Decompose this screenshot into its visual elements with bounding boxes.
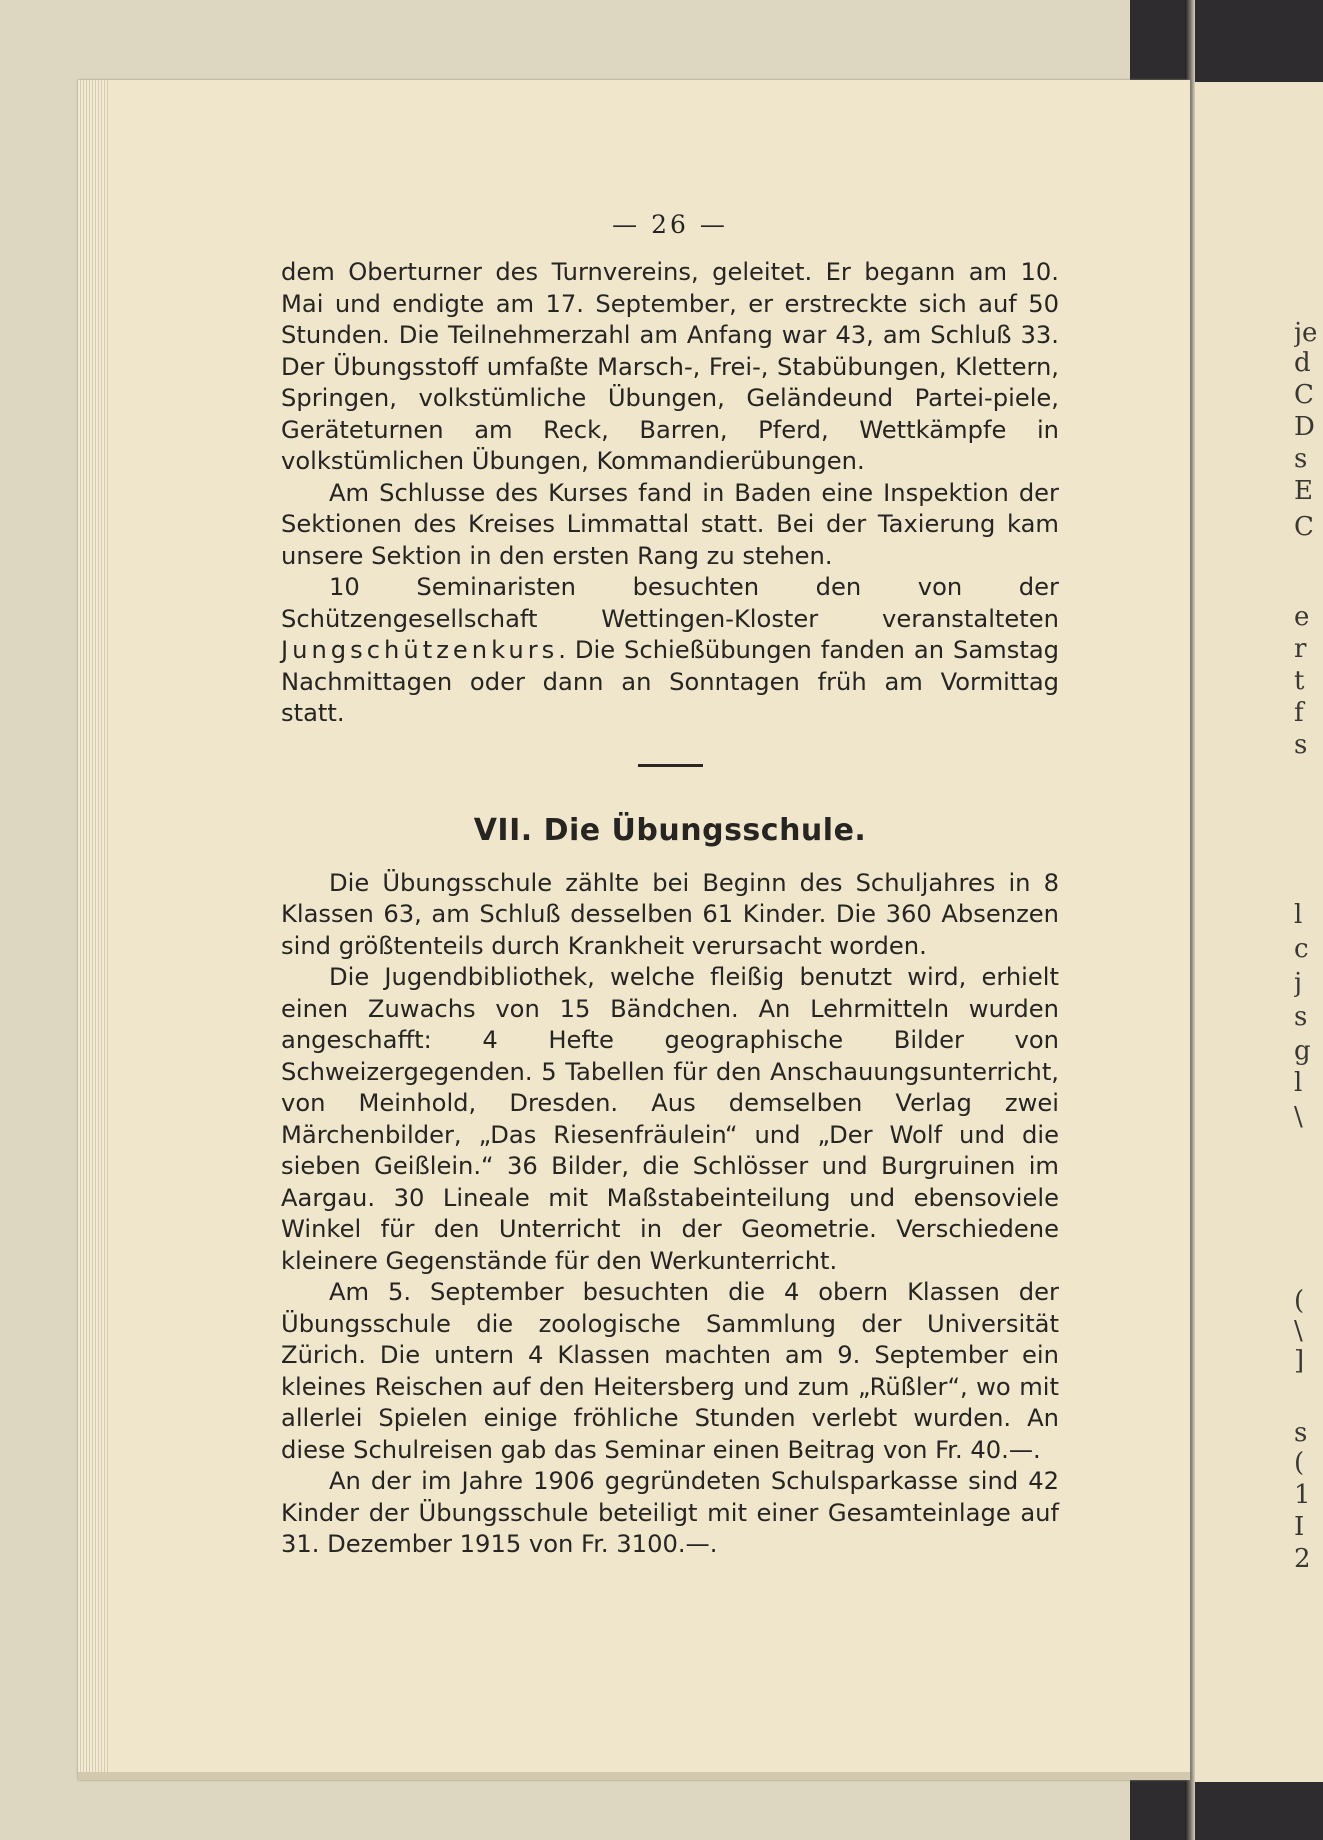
facing-page-letter: C [1294, 380, 1314, 410]
paragraph-text: . Die Schießübungen fanden an Samstag Nachmittagen oder dann an Sonntagen früh am Vormittag statt. [281, 636, 1059, 727]
facing-page-letter: E [1294, 476, 1313, 506]
paragraph: dem Oberturner des Turnvereins, geleitet. Er begann am 10. Mai und endigte am 17. September, er erstreckte sich auf 50 Stunden. Die Teilnehmerzahl am Anfang war 43, am Schluß 33. Der Übungsstoff umfaßte Marsch-, Frei-, Stabübungen, Klettern, Springen, volkstümliche Übungen, Geländeund Partei-piele, Geräteturnen am Reck, Barren, Pferd, Wettkämpfe in volkstümlichen Übungen, Kommandierübungen. [281, 258, 1059, 475]
facing-page-letter: s [1294, 730, 1308, 760]
facing-page-letter: s [1294, 1002, 1308, 1032]
facing-page-letter: ] [1294, 1346, 1305, 1376]
section-divider [638, 764, 703, 767]
paragraph-text: 10 Seminaristen besuchten den von der Schützengesellschaft Wettingen-Kloster veranstalteten [281, 573, 1059, 633]
paragraph [281, 572, 1059, 730]
paragraph: Am Schlusse des Kurses fand in Baden eine Inspektion der Sektionen des Kreises Limmattal statt. Bei der Taxierung kam unsere Sektion in den ersten Rang zu stehen. [281, 478, 1059, 570]
facing-page-letter: s [1294, 1418, 1308, 1448]
facing-page-letter: d [1294, 348, 1311, 378]
facing-page-letter: 2 [1294, 1544, 1311, 1574]
facing-page-letter: je [1294, 318, 1318, 348]
page-bottom-edge [78, 1772, 1190, 1780]
facing-page-letter: C [1294, 512, 1314, 542]
facing-page-letter: 1 [1294, 1480, 1311, 1510]
facing-page-letter: I [1294, 1512, 1305, 1542]
facing-page-letter: \ [1294, 1102, 1303, 1132]
facing-page-letter: l [1294, 1068, 1303, 1098]
facing-page-letter: j [1294, 968, 1303, 998]
facing-page-letter: ( [1294, 1448, 1305, 1478]
facing-page-letter: t [1294, 666, 1305, 696]
facing-page-letter: s [1294, 444, 1308, 474]
section-heading: VII. Die Übungsschule. [473, 812, 867, 848]
facing-page-letter: D [1294, 412, 1315, 442]
facing-page-letter: e [1294, 602, 1310, 632]
spaced-emphasis: Jungschützenkurs [281, 636, 559, 664]
paragraph: Am 5. September besuchten die 4 obern Klassen der Übungsschule die zoologische Sammlung der Universität Zürich. Die untern 4 Klassen machten am 9. September ein kleines Reischen auf den Heitersberg und zum „Rüßler“, wo mit allerlei Spielen einige fröhliche Stunden verlebt wurden. An diese Schulreisen gab das Seminar einen Beitrag von Fr. 40.—. [281, 1278, 1059, 1464]
page-number: — 26 — [612, 210, 728, 239]
paragraph: Die Übungsschule zählte bei Beginn des Schuljahres in 8 Klassen 63, am Schluß desselben 61 Kinder. Die 360 Absenzen sind größtenteils durch Krankheit verursacht worden. [281, 868, 1059, 960]
paragraph: Die Jugendbibliothek, welche fleißig benutzt wird, erhielt einen Zuwachs von 15 Bändchen. An Lehrmitteln wurden angeschafft: 4 Hefte geographische Bilder von Schweizergegenden. 5 Tabellen für den Anschauungsunterricht, von Meinhold, Dresden. Aus demselben Verlag zwei Märchenbilder, „Das Riesenfräulein“ und „Der Wolf und die sieben Geißlein.“ 36 Bilder, die Schlösser und Burgruinen im Aargau. 30 Lineale mit Maßstabeinteilung und ebensoviele Winkel für den Unterricht in der Geometrie. Verschiedene kleinere Gegenstände für den Werkunterricht. [281, 963, 1059, 1275]
facing-page-letter: f [1294, 698, 1304, 728]
paragraph: An der im Jahre 1906 gegründeten Schulsparkasse sind 42 Kinder der Übungsschule beteiligt mit einer Gesamteinlage auf 31. Dezember 1915 von Fr. 3100.—. [281, 1467, 1059, 1558]
facing-page-letter: \ [1294, 1316, 1303, 1346]
facing-page-letter: r [1294, 634, 1307, 664]
page-text-block [281, 210, 1059, 1561]
facing-page-letter: l [1294, 900, 1303, 930]
facing-page-letter: c [1294, 934, 1309, 964]
page-edge-stack [78, 80, 108, 1780]
facing-page-letter: ( [1294, 1286, 1305, 1316]
facing-page-letter: g [1294, 1036, 1311, 1066]
